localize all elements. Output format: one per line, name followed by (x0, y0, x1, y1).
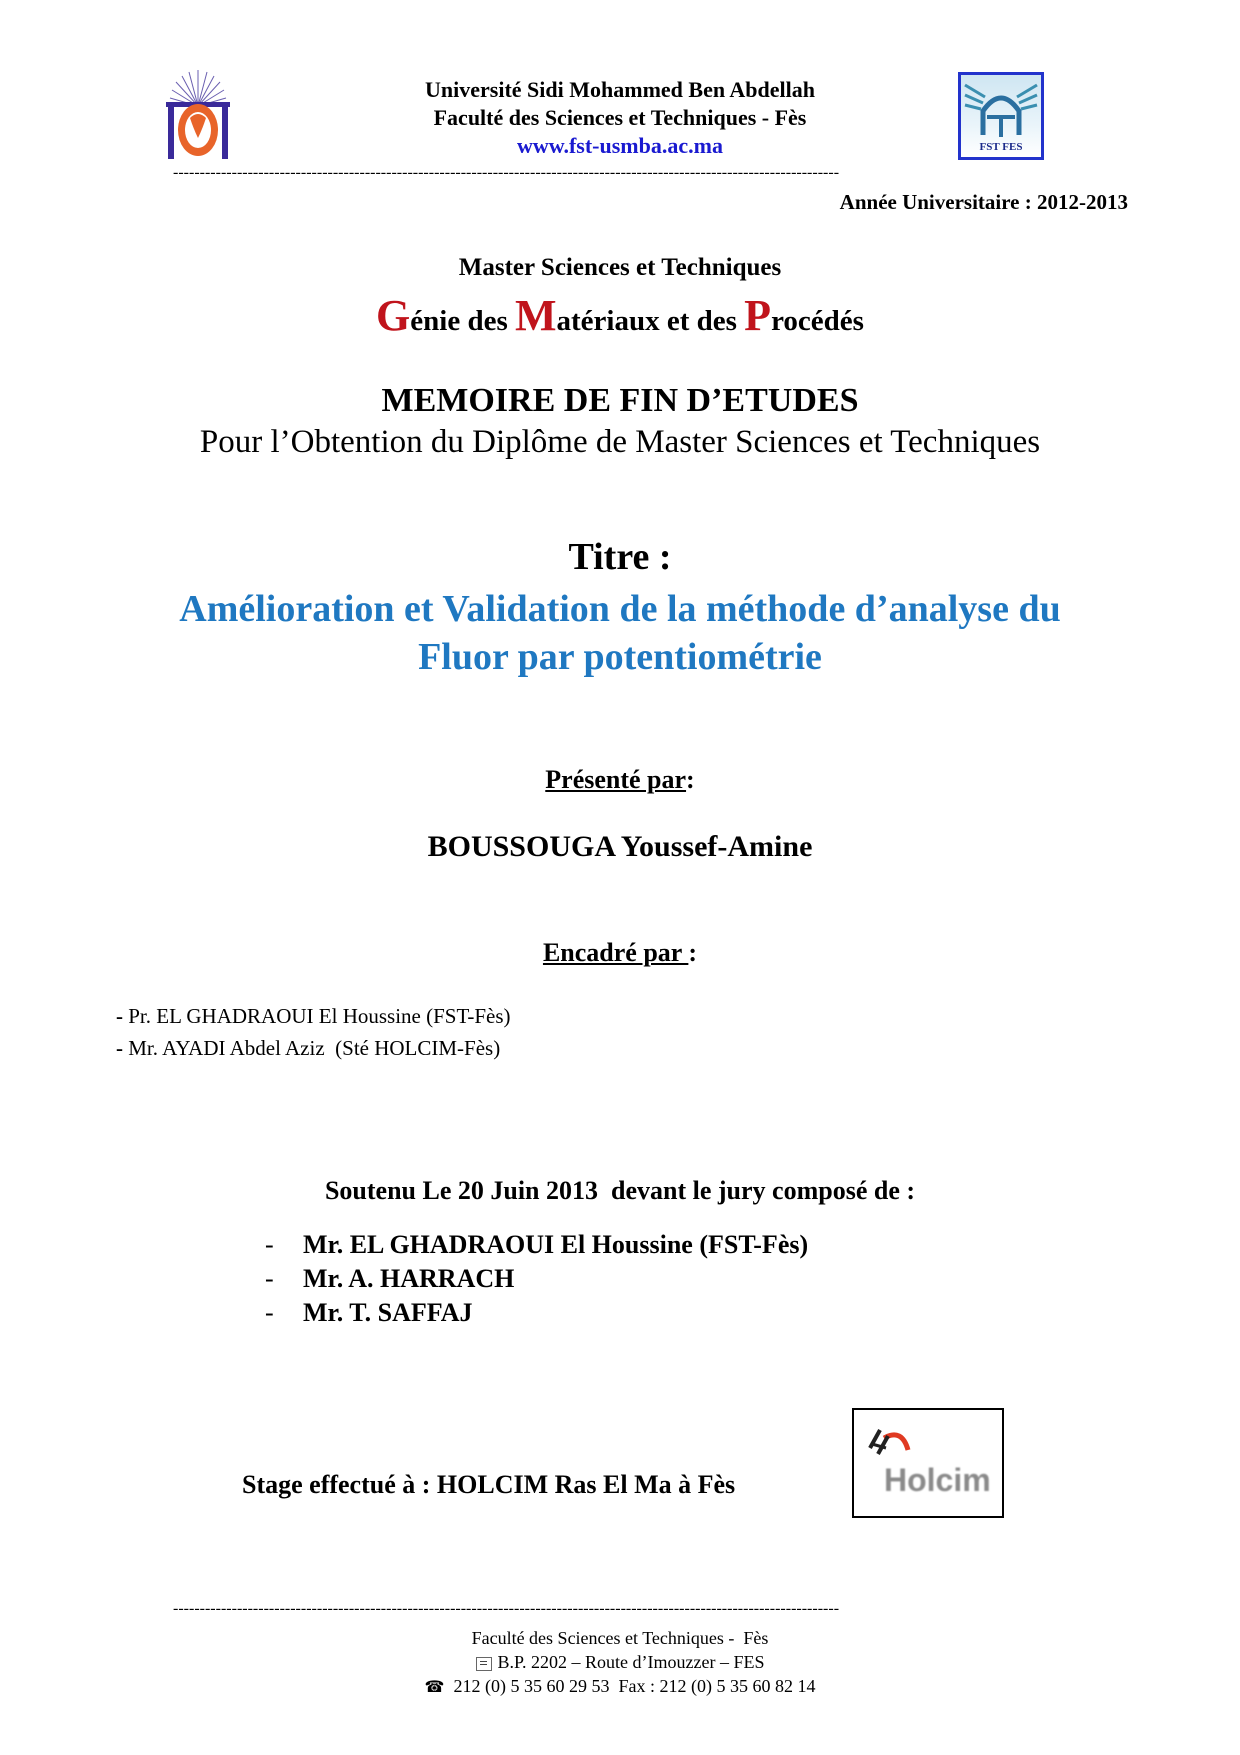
specialty-text-3: rocédés (771, 305, 864, 337)
supervisor-item (116, 1036, 500, 1061)
holcim-logo-text: Holcim (884, 1462, 991, 1498)
specialty-initial-m: M (514, 291, 557, 340)
list-dash: - (116, 1004, 123, 1028)
supervised-by-label (0, 938, 1240, 968)
list-dash: - (116, 1036, 123, 1060)
author-name: BOUSSOUGA Youssef-Amine (427, 830, 813, 863)
fst-emblem-icon (961, 77, 1041, 141)
thesis-title-line-1: Amélioration et Validation de la méthode d’analyse du (179, 588, 1061, 630)
thesis-title-line-2: Fluor par potentiométrie (418, 636, 822, 678)
supervisor-name: Pr. EL GHADRAOUI El Houssine (FST-Fès) (128, 1004, 511, 1028)
academic-year: Année Universitaire : 2012-2013 (839, 190, 1128, 214)
supervisor-name: Mr. AYADI Abdel Aziz (Sté HOLCIM-Fès) (128, 1036, 501, 1060)
master-program: Master Sciences et Techniques (458, 254, 782, 281)
jury-member-name: Mr. EL GHADRAOUI El Houssine (FST-Fès) (303, 1230, 809, 1259)
footer-address (0, 1650, 1240, 1674)
presented-by-colon: : (686, 765, 695, 794)
jury-member-name: Mr. T. SAFFAJ (303, 1298, 473, 1327)
university-name: Université Sidi Mohammed Ben Abdellah (425, 77, 815, 102)
jury-member (265, 1230, 808, 1260)
phone-icon: ☎ (424, 1679, 445, 1696)
faculty-website-link[interactable]: www.fst-usmba.ac.ma (517, 133, 723, 158)
presented-by-label (0, 765, 1240, 795)
mailbox-icon (476, 1657, 492, 1671)
footer-separator: ----------------------------------------------------------------------------------------------------------------------------- (173, 1600, 840, 1617)
footer-phone (0, 1674, 1240, 1700)
supervisor-item (116, 1004, 511, 1029)
defense-statement: Soutenu Le 20 Juin 2013 devant le jury composé de : (324, 1176, 916, 1205)
specialty-initial-g: G (376, 291, 411, 340)
internship-location: Stage effectué à : HOLCIM Ras El Ma à Fès (242, 1470, 736, 1499)
presented-by-text: Présenté par (545, 765, 687, 794)
footer-phone-text: 212 (0) 5 35 60 29 53 Fax : 212 (0) 5 35 60 82 14 (453, 1676, 816, 1696)
list-dash: - (265, 1298, 274, 1327)
supervised-by-text: Encadré par (542, 938, 689, 967)
header-separator: ----------------------------------------------------------------------------------------------------------------------------- (173, 164, 840, 181)
jury-member-name: Mr. A. HARRACH (303, 1264, 515, 1293)
specialty-initial-p: P (744, 291, 772, 340)
faculty-name: Faculté des Sciences et Techniques - Fès (433, 105, 807, 130)
specialty-text-1: énie des (410, 305, 515, 337)
fst-logo-text: FST FES (979, 141, 1023, 153)
list-dash: - (265, 1230, 274, 1259)
specialty-title (0, 290, 1240, 341)
thesis-title (0, 585, 1240, 681)
jury-member (265, 1298, 472, 1328)
jury-member (265, 1264, 514, 1294)
fst-fes-logo (958, 72, 1044, 160)
holcim-logo (852, 1408, 1004, 1518)
list-dash: - (265, 1264, 274, 1293)
footer-faculty: Faculté des Sciences et Techniques - Fès (471, 1628, 769, 1648)
memoire-heading: MEMOIRE DE FIN D’ETUDES (381, 382, 859, 419)
title-label: Titre : (568, 536, 672, 578)
memoire-subtitle: Pour l’Obtention du Diplôme de Master Sciences et Techniques (199, 424, 1041, 460)
specialty-text-2: atériaux et des (556, 305, 745, 337)
footer-address-text: B.P. 2202 – Route d’Imouzzer – FES (497, 1652, 765, 1672)
supervised-by-colon: : (688, 938, 698, 967)
